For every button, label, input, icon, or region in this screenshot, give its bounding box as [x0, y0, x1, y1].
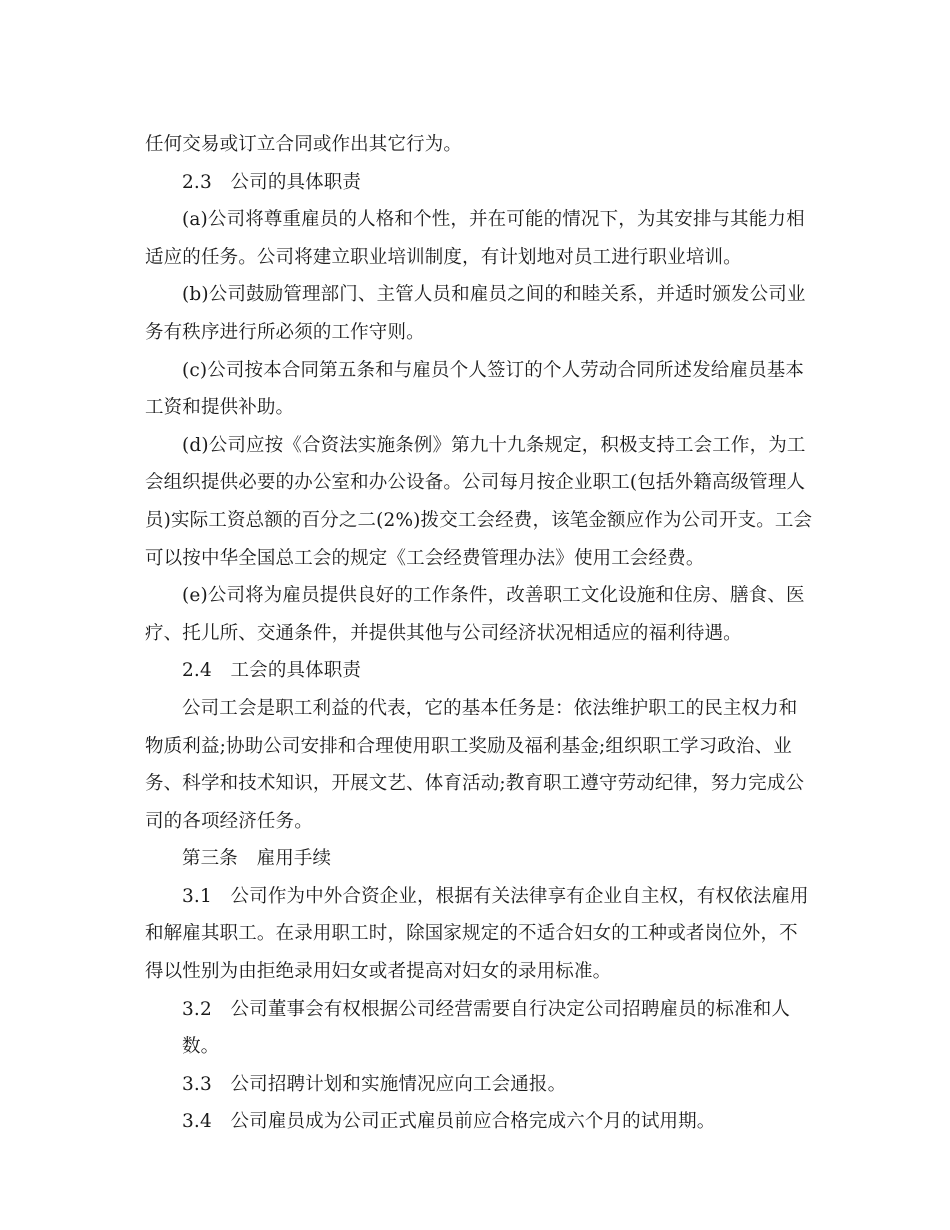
text-line: 数。	[182, 1036, 220, 1058]
text-line: 3.2 公司董事会有权根据公司经营需要自行决定公司招聘雇员的标准和人	[182, 998, 791, 1020]
text-line: 3.4 公司雇员成为公司正式雇员前应合格完成六个月的试用期。	[182, 1111, 716, 1133]
text-line: 可以按中华全国总工会的规定《工会经费管理办法》使用工会经费。	[145, 547, 705, 569]
document-page	[145, 126, 813, 1141]
text-line: (d)公司应按《合资法实施条例》第九十九条规定，积极支持工会工作，为工	[182, 434, 806, 456]
text-line: 3.1 公司作为中外合资企业，根据有关法律享有企业自主权，有权依法雇用	[182, 885, 809, 907]
text-line: (c)公司按本合同第五条和与雇员个人签订的个人劳动合同所述发给雇员基本	[182, 359, 805, 381]
section-heading: 2.3 公司的具体职责	[182, 171, 362, 193]
text-line: (e)公司将为雇员提供良好的工作条件，改善职工文化设施和住房、膳食、医	[182, 585, 805, 607]
text-line: (a)公司将尊重雇员的人格和个性，并在可能的情况下，为其安排与其能力相	[182, 209, 805, 231]
text-line: 3.3 公司招聘计划和实施情况应向工会通报。	[182, 1073, 567, 1095]
text-line: 任何交易或订立合同或作出其它行为。	[145, 134, 463, 155]
text-line: 公司工会是职工利益的代表，它的基本任务是：依法维护职工的民主权力和	[182, 697, 798, 719]
text-line: 工资和提供补助。	[145, 397, 295, 419]
text-line: 务有秩序进行所必须的工作守则。	[145, 321, 425, 343]
text-line: 会组织提供必要的办公室和办公设备。公司每月按企业职工(包括外籍高级管理人	[145, 472, 806, 494]
text-line: 疗、托儿所、交通条件，并提供其他与公司经济状况相适应的福利待遇。	[145, 622, 742, 644]
text-line: 物质利益;协助公司安排和合理使用职工奖励及福利基金;组织职工学习政治、业	[145, 735, 792, 757]
text-line: 得以性别为由拒绝录用妇女或者提高对妇女的录用标准。	[145, 961, 612, 983]
article-heading: 第三条 雇用手续	[182, 848, 332, 870]
text-line: 司的各项经济任务。	[145, 810, 313, 832]
section-heading: 2.4 工会的具体职责	[182, 660, 362, 682]
text-line: (b)公司鼓励管理部门、主管人员和雇员之间的和睦关系，并适时颁发公司业	[182, 284, 806, 306]
text-line: 适应的任务。公司将建立职业培训制度，有计划地对员工进行职业培训。	[145, 246, 742, 268]
text-line: 务、科学和技术知识，开展文艺、体育活动;教育职工遵守劳动纪律，努力完成公	[145, 773, 805, 795]
text-line: 员)实际工资总额的百分之二(2%)拨交工会经费，该笔金额应作为公司开支。工会	[145, 509, 813, 531]
text-line: 和解雇其职工。在录用职工时，除国家规定的不适合妇女的工种或者岗位外，不	[145, 923, 798, 945]
